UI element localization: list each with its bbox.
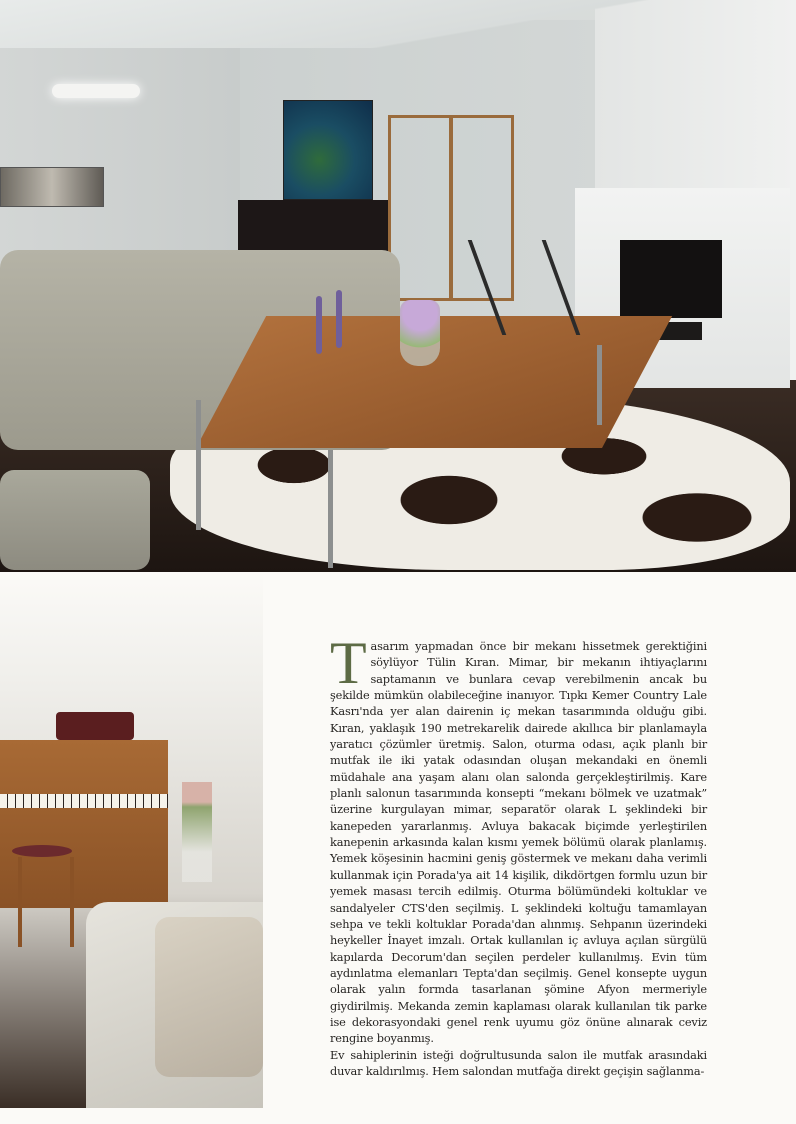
table-leg	[597, 345, 602, 425]
piano-corner-photo	[0, 572, 263, 1108]
drop-cap: T	[330, 630, 367, 696]
paragraph-1-text: asarım yapmadan önce bir mekanı hissetmek gerektiğini söylüyor Tülin Kıran. Mimar, bir mekanın ihtiyaçlarını saptamanın ve bunlara cevap verebilmenin ancak bu şekilde mümkün olabileceğine inanıyor. Tıpkı Kemer Country Lale Kasrı'nda yer alan dairenin iç mekan tasarımında olduğu gibi. Kıran, yaklaşık 190 metrekarelik dairede akıllıca bir planlamayla yaratıcı çözümler üretmiş. Salon, oturma odası, açık planlı bir mutfak ile iki yatak odasından oluşan mekandaki en önemli müdahale ana yaşam alanı olan salonda gerçekleştirilmiş. Kare planlı salonun tasarımında konsepti “mekanı bölmek ve uzatmak” üzerine kurgulayan mimar, separatör olarak L şeklindeki bir kanepeden yararlanmış. Avluya bakacak biçimde yerleştirilen kanepenin arkasında kalan kısmı yemek bölümü olarak planlamış. Yemek köşesinin hacmini geniş göstermek ve mekanı daha verimli kullanmak için Porada'ya ait 14 kişilik, dikdörtgen formlu uzun bir yemek masası tercih edilmiş. Oturma bölümündeki koltuklar ve sandalyeler CTS'den seçilmiş. L şeklindeki koltuğu tamamlayan sehpa ve tekli koltuklar Porada'dan alınmış. Sehpanın üzerindeki heykeller İnayet imzalı. Ortak kullanılan iç avluya açılan sürgülü kapılarda Decorum'dan seçilen perdeler kullanılmış. Evin tüm aydınlatma elemanları Tepta'dan seçilmiş. Genel konsepte uygun olarak yalın formda tasarlanan şömine Afyon mermeriyle giydirilmiş. Mekanda zemin kaplaması olarak kullanılan tik parke ise dekorasyondaki genel renk uyumu göz önüne alınarak ceviz rengine boyanmış.	[330, 639, 707, 1046]
stool-legs	[18, 857, 74, 947]
ceiling	[0, 0, 796, 48]
wall-mirror	[0, 167, 104, 207]
article-paragraph-2: Ev sahiplerinin isteği doğrultusunda salon ile mutfak arasındaki duvar kaldırılmış. Hem salondan mutfağa direkt geçişin sağlanma-	[330, 1047, 707, 1078]
instrument-case	[56, 712, 134, 740]
candle	[336, 290, 342, 348]
fireplace-opening	[620, 240, 722, 318]
tulip-vase	[182, 782, 212, 882]
piano-keys	[0, 794, 168, 808]
article-paragraph-1	[330, 630, 707, 1047]
flower-vase	[400, 300, 440, 366]
candle	[316, 296, 322, 354]
table-leg	[328, 450, 333, 568]
sofa-corner	[0, 470, 150, 570]
piano-stool	[12, 845, 72, 857]
wall-painting	[283, 100, 373, 200]
wall-lamp	[52, 84, 140, 98]
cushion	[155, 917, 263, 1077]
table-leg	[196, 400, 201, 530]
article-body	[330, 630, 707, 1079]
